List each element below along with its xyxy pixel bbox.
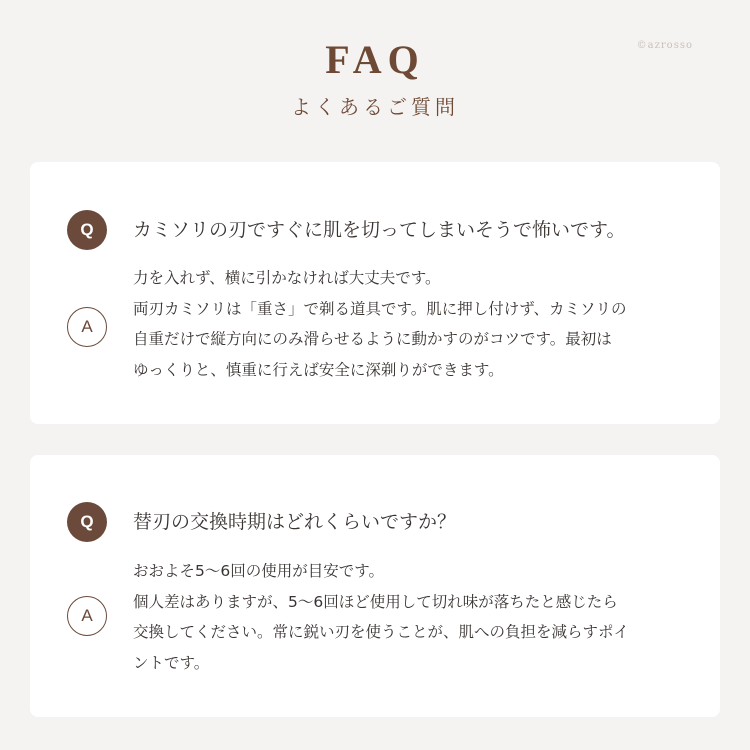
faq-card <box>30 162 720 424</box>
answer-badge-icon: A <box>67 596 107 636</box>
answer-line: 個人差はありますが、5〜6回ほど使用して切れ味が落ちたと感じたら <box>133 592 618 611</box>
faq-card <box>30 455 720 717</box>
page-title: FAQ <box>325 37 425 82</box>
answer-line: 両刃カミソリは「重さ」で剃る道具です。肌に押し付けず、カミソリの <box>133 299 627 318</box>
answer-line: ントです。 <box>133 653 210 672</box>
faq-answer <box>133 556 698 678</box>
copyright-mark: ©azrosso <box>636 40 693 51</box>
answer-line: 力を入れず、横に引かなければ大丈夫です。 <box>133 269 441 287</box>
answer-badge-icon: A <box>67 307 107 347</box>
question-badge-icon: Q <box>67 210 107 250</box>
answer-line: 自重だけで縦方向にのみ滑らせるように動かすのがコツです。最初は <box>133 330 612 348</box>
page-subtitle: よくあるご質問 <box>291 95 459 119</box>
answer-line: ゆっくりと、慎重に行えば安全に深剃りができます。 <box>133 360 504 379</box>
faq-answer <box>133 263 698 385</box>
question-badge-icon: Q <box>67 502 107 542</box>
faq-header <box>0 38 750 120</box>
answer-line: おおよそ5〜6回の使用が目安です。 <box>133 562 384 580</box>
answer-line: 交換してください。常に鋭い刃を使うことが、肌への負担を減らすポイ <box>133 623 630 641</box>
faq-question: カミソリの刃ですぐに肌を切ってしまいそうで怖いです。 <box>133 219 626 241</box>
faq-question: 替刃の交換時期はどれくらいですか？ <box>133 511 457 533</box>
